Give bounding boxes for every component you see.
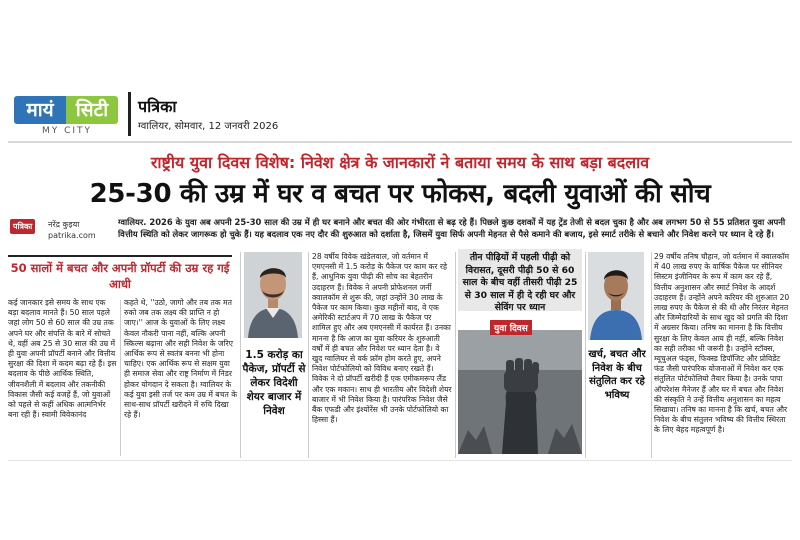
left-story-col1: कई जानकार इसे समय के साथ एक बड़ा बदलाव मानते हैं। 50 साल पहले जहां लोग 50 से 60 साल की उम्र तक अपने घर और संपत्ति के बारे में सोचते थे, वहीं अब 25 से 30 साल की उम्र में ही युवा अपनी प्रॉपर्टी बनाने और वित्तीय सुरक्षा की दिशा में कदम बढ़ा रहे हैं। इस बदलाव के पीछे आर्थिक स्थिति, जीवनशैली में बदलाव और तकनीकी विकास जैसी कई वजहें हैं, जो युवाओं को पहले से कहीं अधिक आत्मनिर्भर बना रही हैं। स्वामी विवेकानंद — [8, 298, 117, 420]
kicker-colon: : — [288, 153, 301, 172]
column-divider — [308, 252, 309, 458]
header-rule — [8, 141, 792, 143]
portrait-photo-vivek — [244, 252, 302, 338]
site-url: patrika.com — [48, 231, 96, 240]
header-divider — [128, 92, 131, 136]
yuva-diwas-poster — [458, 330, 582, 454]
kicker — [30, 151, 770, 173]
column-divider — [455, 252, 456, 458]
portrait-illustration — [588, 252, 644, 340]
right-story-body: 29 वर्षीय तनिष चौहान, जो वर्तमान में क्वालकॉम में 40 लाख रुपए के वार्षिक पैकेज पर सीनियर सिस्टम इंजीनियर के रूप में काम कर रहे हैं, वित्तीय अनुशासन और स्मार्ट निवेश के आदर्श उदाहरण हैं। उन्होंने अपने करियर की शुरुआत 20 लाख रुपए के पैकेज से की थी और निरंतर मेहनत और जिम्मेदारियों के साथ खुद को प्रगति की दिशा में अग्रसर किया। तनिष का मानना है कि वित्तीय सुरक्षा के लिए केवल आय ही नहीं, बल्कि निवेश का सही तरीका भी जरूरी है। उन्होंने स्टॉक्स, म्यूचुअल फंड्स, फिक्स्ड डिपॉजिट और प्रोविडेंट फंड जैसी पारंपरिक योजनाओं में निवेश कर एक संतुलित पोर्टफोलियो तैयार किया है। उनके पापा ऑपरेशंस मैनेजर हैं और घर में बचत और निवेश की संस्कृति ने उन्हें वित्तीय अनुशासन का महत्व सिखाया। तनिष का मानना है कि खर्च, बचत और निवेश के बीच संतुलन भविष्य की वित्तीय स्थिरता के लिए बेहद महत्वपूर्ण है। — [654, 252, 790, 435]
portrait-photo-tanish — [588, 252, 644, 340]
middle-story-body: 28 वर्षीय विवेक खंडेलवाल, जो वर्तमान में एमएनसी में 1.5 करोड़ के पैकेज पर काम कर रहे हैं, आधुनिक युवा पीढ़ी की सोच का बेहतरीन उदाहरण हैं। विवेक ने अपनी प्रोफेशनल जर्नी क्वालकॉम से शुरू की, जहां उन्होंने 30 लाख के पैकेज पर काम किया। कुछ महीनों बाद, वे एक अमेरिकी स्टार्टअप में 70 लाख के पैकेज पर शामिल हुए और अब एमएनसी में कार्यरत हैं। उनका मानना है कि आज का युवा करियर के शुरुआती वर्षों में ही बचत और निवेश पर ध्यान देता है। वे खुद ग्वालियर से वर्क फ्रॉम होम करते हुए, अपने निवेश पोर्टफोलियो को विविध बनाए रखते हैं। विवेक ने दो प्रॉपर्टी खरीदी हैं एक एमीकमरूप लैंड और एक मकान। साथ ही भारतीय और विदेशी शेयर बाजार में भी निवेश किया है। पारंपरिक निवेश जैसे बैंक एफडी और इंश्योरेंस भी उनके पोर्टफोलियो का हिस्सा हैं। — [312, 252, 452, 425]
headline: 25-30 की उम्र में घर व बचत पर फोकस, बदली युवाओं की सोच — [89, 179, 711, 209]
logo-block — [14, 96, 118, 126]
column-divider — [120, 300, 121, 456]
left-story-col2: कहते थे, ''उठो, जागो और तब तक मत रुको जब तक लक्ष्य की प्राप्ति न हो जाए।'' आज के युवाओं के लिए लक्ष्य केवल नौकरी पाना नहीं, बल्कि अपनी स्किल्स बढ़ाना और सही निवेश के जरिए आर्थिक रूप से स्वतंत्र बनना भी होना चाहिए। एक आर्थिक रूप से सक्षम युवा ही समाज सेवा और राष्ट्र निर्माण में निडर होकर योगदान दे सकता है। ग्वालियर के कई युवा इसी तर्ज पर कम उम्र में बचत के साथ-साथ प्रॉपर्टी खरीदने में रुचि दिखा रहे हैं। — [124, 298, 238, 420]
logo-right-text: सिटी — [66, 96, 118, 124]
logo-subtitle: MY CITY — [42, 126, 93, 136]
kicker-text: निवेश क्षेत्र के जानकारों ने बताया समय के साथ बड़ा बदलाव — [300, 153, 650, 172]
byline — [10, 219, 118, 247]
column-divider — [651, 252, 652, 458]
left-subhead: 50 सालों में बचत और अपनी प्रॉपर्टी की उम्र रह गई आधी — [8, 255, 232, 295]
dateline: ग्वालियर, सोमवार, 12 जनवरी 2026 — [138, 121, 279, 132]
raised-fist-illustration — [458, 330, 582, 454]
logo-left-text: मायं — [14, 96, 66, 124]
city-supplement-logo — [8, 96, 118, 138]
intro-paragraph: ग्वालियर. 2026 के युवा अब अपनी 25-30 साल की उम्र में ही घर बनाने और बचत की ओर गंभीरता से बढ़ रहे हैं। पिछले कुछ दशकों में यह ट्रेंड तेजी से बदल चुका है और अब लगभग 50 से 55 प्रतिशत युवा अपनी वित्तीय स्थिति को लेकर जागरूक हो चुके हैं। यह बदलाव एक नए दौर की शुरुआत को दर्शाता है, जिसमें युवा सिर्फ अपनी मेहनत से पैसे कमाने की बजाय, इसे स्मार्ट तरीके से बचाने और निवेश करने पर ध्यान दे रहे हैं। — [118, 217, 786, 239]
generations-box-head: तीन पीढ़ियों में पहली पीढ़ी को विरासत, दूसरी पीढ़ी 50 से 60 साल के बीच वहीं तीसरी पीढ़ी 25 से 30 साल में ही दे रही घर और सेविंग पर ध्यान — [458, 249, 582, 311]
reporter-name: नरेंद्र कुइया — [48, 220, 80, 229]
right-caption: खर्च, बचत और निवेश के बीच संतुलित कर रहे भविष्य — [588, 349, 646, 401]
middle-caption: 1.5 करोड़ का पैकेज, प्रॉपर्टी से लेकर विदेशी शेयर बाजार में निवेश — [242, 349, 306, 417]
poster-label: युवा दिवस — [490, 320, 532, 335]
portrait-illustration — [244, 252, 302, 338]
footer-rule — [8, 460, 792, 461]
kicker-label: राष्ट्रीय युवा दिवस विशेष — [150, 153, 289, 172]
brand-tag: पत्रिका — [10, 219, 35, 234]
paper-name: पत्रिका — [138, 97, 177, 116]
